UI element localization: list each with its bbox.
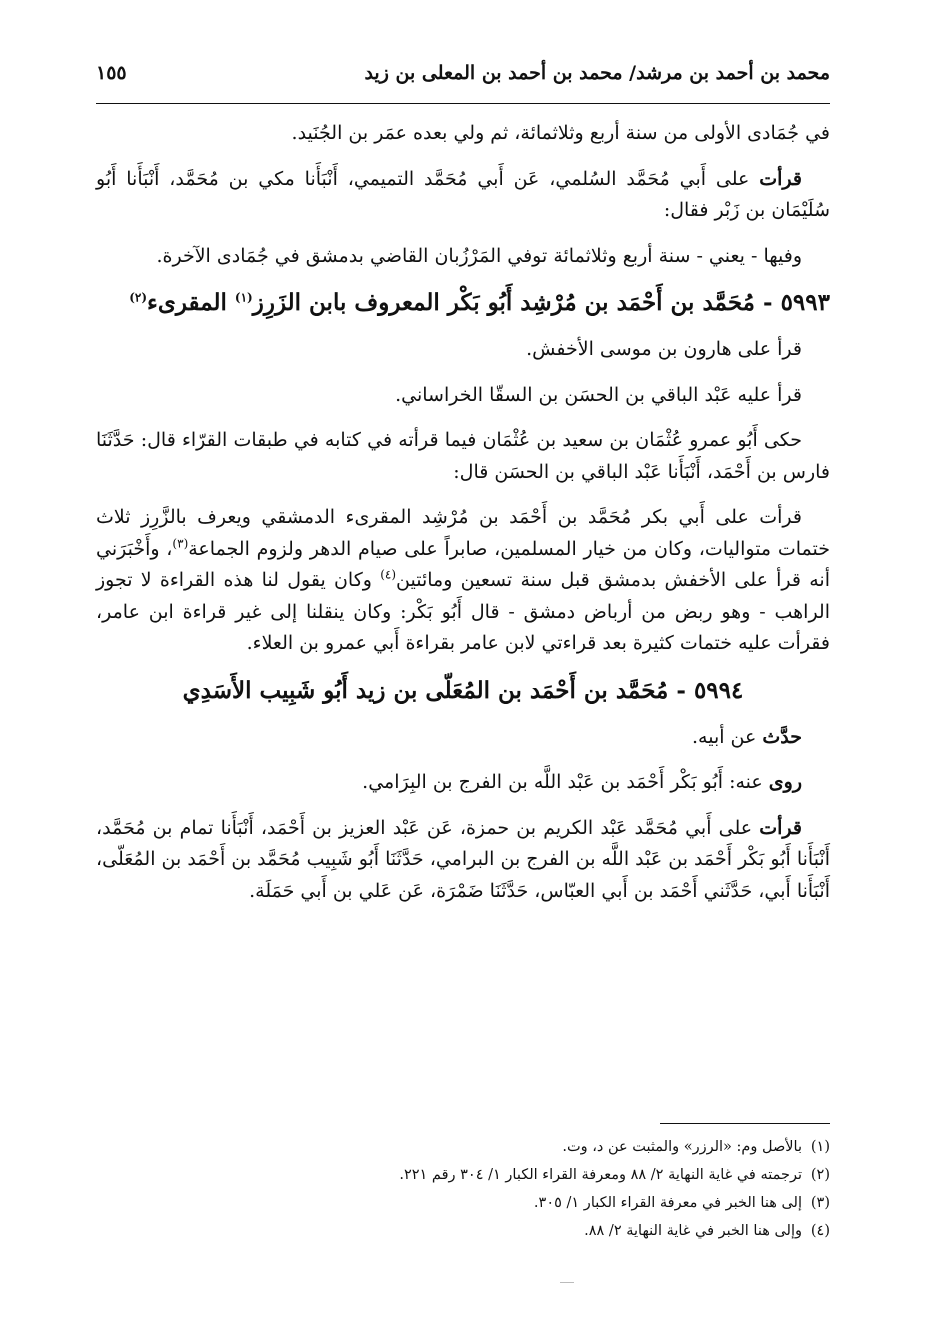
footnote-ref[interactable]: (٢) (129, 290, 148, 305)
text: عن أبيه. (691, 725, 763, 748)
paragraph (96, 380, 830, 412)
footnote (96, 1217, 830, 1245)
footnote-number: (٣) (810, 1195, 830, 1211)
footnote-rule (660, 1123, 830, 1124)
text: في جُمَادى الأولى من سنة أربع وثلاثمائة، ثم ولي بعده عمَر بن الجُنَيد. (291, 122, 830, 144)
footnote-number: (٤) (810, 1223, 830, 1239)
footnote-number: (٢) (810, 1167, 830, 1183)
footnote-ref[interactable]: (٤) (380, 567, 397, 582)
page-number: ١٥٥ (96, 62, 127, 84)
paragraph (96, 164, 830, 227)
entry-heading (96, 674, 830, 708)
footnote-number: (١) (810, 1139, 830, 1155)
text: قرأت على أَبي بكر مُحَمَّد بن أَحْمَد بن مُرْشِد المقرىء الدمشقي ويعرف بالزَّرِز ثلاث ختمات متواليات، وكان من خيار المسلمين، صابراً على صيام الدهر ولزوم الجماعة (96, 506, 830, 560)
paragraph (96, 722, 830, 754)
entry-number: ٥٩٩٣ (780, 289, 830, 316)
footnotes (96, 1133, 830, 1245)
text: على أَبي مُحَمَّد عَبْد الكريم بن حمزة، عَن عَبْد العزيز بن أَحْمَد، أَنْبَأَنا تمام بن مُحَمَّد، أَنْبَأَنا أَبُو بَكْر أَحْمَد بن عَبْد اللَّه بن الفرج بن البرامي، حَدَّثَنَا أَبُو شَبِيب مُحَمَّد بن أَحْمَد بن المُعَلّى، أَنْبَأَنا أَبي، حَدَّثَني أَحْمَد بن أَبي العبّاس، حَدَّثَنَا ضَمْرَة، عَن عَلي بن أَبي حَمَلَة. (96, 816, 830, 902)
scan-mark (560, 1282, 574, 1283)
entry-heading (96, 286, 830, 320)
footnote (96, 1133, 830, 1161)
footnote-text: إلى هنا الخبر في معرفة القراء الكبار ١/ ٣٠٥. (533, 1195, 802, 1211)
text: قرأ على هارون بن موسى الأخفش. (526, 338, 802, 360)
text: وفيها - يعني - سنة أربع وثلاثمائة توفي المَرْزُبان القاضي بدمشق في جُمَادى الآخرة. (156, 244, 802, 267)
footnote-text: ترجمته في غاية النهاية ٢/ ٨٨ ومعرفة القراء الكبار ١/ ٣٠٤ رقم ٢٢١. (399, 1167, 802, 1183)
paragraph (96, 334, 830, 366)
entry-number: ٥٩٩٤ (693, 676, 744, 704)
entry-name-suffix: المقرىء (147, 289, 235, 316)
paragraph (96, 425, 830, 488)
paragraph (96, 118, 830, 150)
paragraph (96, 502, 830, 660)
text: ، وأَخْبَرَني أنه قرأ على الأخفش بدمشق قبل سنة تسعين ومائتين (96, 537, 830, 591)
text: على أَبي مُحَمَّد السُلمي، عَن أَبي مُحَمَّد التميمي، أَنْبَأَنا مكي بن مُحَمَّد، أَنْبَأَنا أَبُو سُلَيْمَان بن زَبْر فقال: (96, 167, 830, 221)
entry-name: - مُحَمَّد بن أَحْمَد بن مُرْشِد أَبُو بَكْر المعروف بابن الزَرِز (252, 289, 781, 316)
footnote (96, 1189, 830, 1217)
text: حكى أَبُو عمرو عُثْمَان بن سعيد بن عُثْمَان فيما قرأته في كتابه في طبقات القرّاء قال: حَدَّثَنَا فارس بن أَحْمَد، أَنْبَأَنا عَبْد الباقي بن الحسَن قال: (96, 429, 830, 483)
keyword: حدَّث (762, 725, 802, 748)
footnote-ref[interactable]: (٣) (172, 536, 189, 551)
keyword: قرأت (759, 167, 802, 190)
footnote (96, 1161, 830, 1189)
footnote-text: بالأصل وم: «الرزر» والمثبت عن د، وت. (562, 1139, 802, 1155)
paragraph (96, 241, 830, 273)
footnote-ref[interactable]: (١) (234, 290, 253, 305)
text: عنه: أَبُو بَكْر أَحْمَد بن عَبْد اللَّه بن الفرج بن البِرَامي. (362, 771, 769, 793)
footnote-text: وإلى هنا الخبر في غاية النهاية ٢/ ٨٨. (584, 1223, 802, 1239)
paragraph (96, 767, 830, 799)
keyword: روى (768, 771, 802, 793)
main-text (96, 118, 830, 921)
paragraph (96, 813, 830, 908)
keyword: قرأت (759, 816, 802, 839)
running-header (96, 58, 830, 98)
entry-name: - مُحَمَّد بن أَحْمَد بن المُعَلّى بن زيد أَبُو شَبِيب الأَسَدِي (182, 676, 694, 704)
text: وكان يقول لنا هذه القراءة لا تجوز الراهب - وهو ربض من أرباض دمشق - قال أَبُو بَكْر: وكان ينقلنا إلى غير قراءة ابن عامر، فقرأت عليه ختمات كثيرة بعد قراءتي لابن عامر بقراءة أَبي عمرو بن العلاء. (96, 569, 830, 654)
text: قرأ عليه عَبْد الباقي بن الحسَن بن السقّا الخراساني. (395, 383, 802, 406)
header-rule (96, 103, 830, 104)
running-title: محمد بن أحمد بن مرشد/ محمد بن أحمد بن المعلى بن زيد (364, 62, 830, 84)
